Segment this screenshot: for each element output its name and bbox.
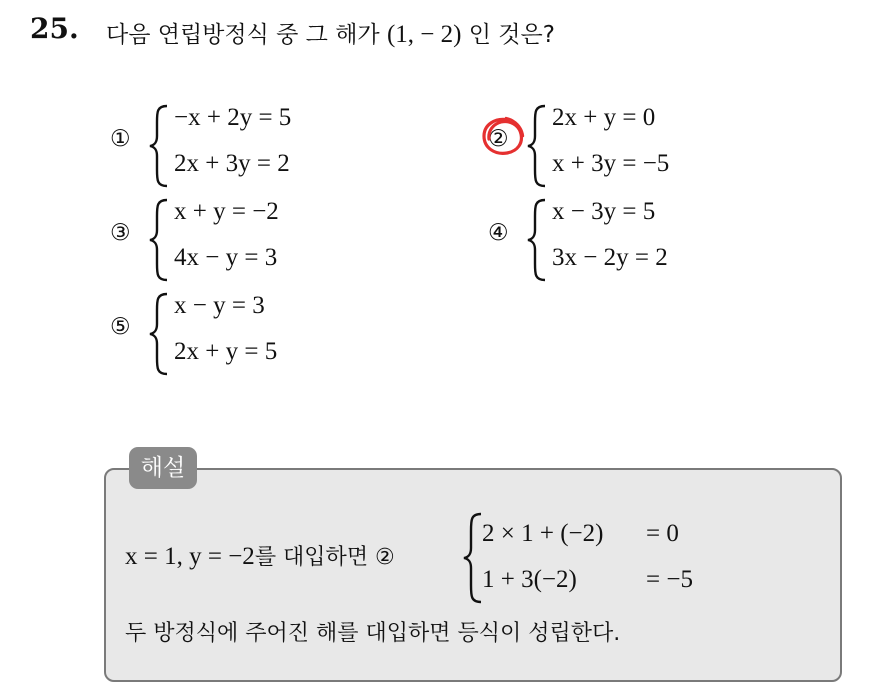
solution-eq2-left: 1 + 3(−2) <box>482 566 577 593</box>
choice-1-eq1: −x + 2y = 5 <box>174 104 292 131</box>
choice-3-eq2: 4x − y = 3 <box>174 244 278 271</box>
choice-4-eq2: 3x − 2y = 2 <box>552 244 668 271</box>
solution-substitution <box>125 540 395 571</box>
left-brace-icon <box>526 198 548 282</box>
selected-answer-circle-icon <box>479 114 527 160</box>
choice-3-mark: ③ <box>110 220 131 246</box>
choice-4-mark: ④ <box>488 220 509 246</box>
left-brace-icon <box>148 198 170 282</box>
choice-2-eq1: 2x + y = 0 <box>552 104 656 131</box>
solution-conclusion: 두 방정식에 주어진 해를 대입하면 등식이 성립한다. <box>125 621 621 646</box>
solution-sub-math: x = 1, y = −2 <box>125 543 255 570</box>
choice-1-eq2: 2x + 3y = 2 <box>174 150 290 177</box>
solution-tag: 해설 <box>129 447 197 489</box>
solution-eq1-right: = 0 <box>646 520 679 547</box>
choice-5-mark: ⑤ <box>110 314 131 340</box>
solution-sub-text: 를 대입하면 ② <box>254 545 395 570</box>
choice-3-eq1: x + y = −2 <box>174 198 279 225</box>
choice-4-eq1: x − 3y = 5 <box>552 198 656 225</box>
question-text-before: 다음 연립방정식 중 그 해가 <box>106 22 387 48</box>
solution-eq1-left: 2 × 1 + (−2) <box>482 520 604 547</box>
choice-5-eq2: 2x + y = 5 <box>174 338 278 365</box>
choice-5-eq1: x − y = 3 <box>174 292 265 319</box>
choice-1-mark: ① <box>110 126 131 152</box>
question-text <box>106 16 555 49</box>
question-number: 25. <box>30 12 79 45</box>
left-brace-icon <box>462 512 484 604</box>
left-brace-icon <box>148 292 170 376</box>
choice-2-mark: ② <box>488 126 509 152</box>
choice-2-eq2: x + 3y = −5 <box>552 150 670 177</box>
question-point: (1, − 2) <box>386 21 462 48</box>
left-brace-icon <box>148 104 170 188</box>
solution-eq2-right: = −5 <box>646 566 693 593</box>
left-brace-icon <box>526 104 548 188</box>
question-text-after: 인 것은? <box>461 22 555 48</box>
